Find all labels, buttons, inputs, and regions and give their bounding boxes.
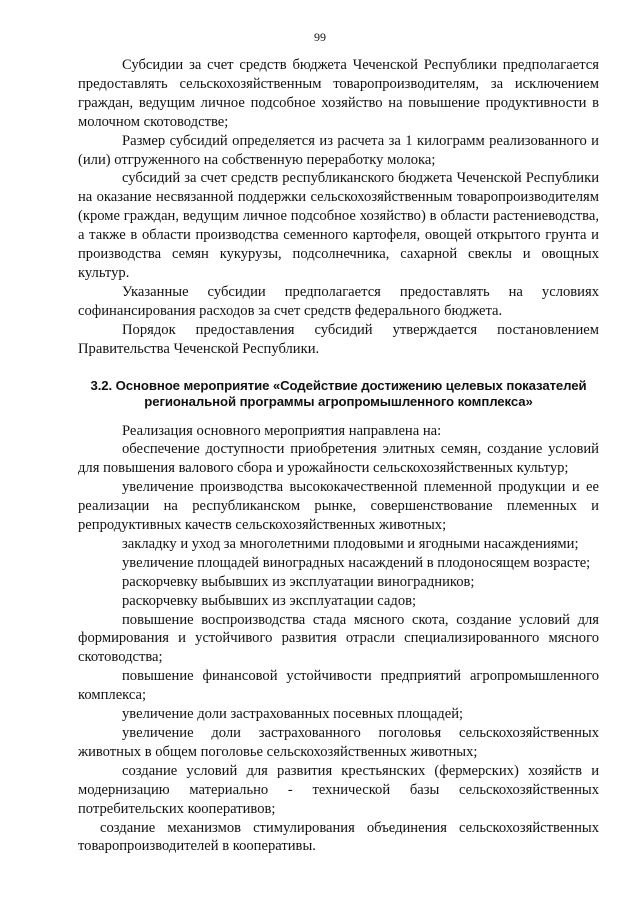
list-item: создание условий для развития крестьянских (фермерских) хозяйств и модернизацию материально - технической базы сельскохозяйственных потребительских кооперативов; bbox=[78, 762, 599, 817]
paragraph-cofinancing: Указанные субсидии предполагается предоставлять на условиях софинансирования расходов за счет средств федерального бюджета. bbox=[78, 283, 599, 319]
list-item-last: создание механизмов стимулирования объединения сельскохозяйственных товаропроизводителей в кооперативы. bbox=[78, 819, 599, 855]
list-item: обеспечение доступности приобретения элитных семян, создание условий для повышения валового сбора и урожайности сельскохозяйственных культур; bbox=[78, 441, 599, 477]
page-number: 99 bbox=[314, 30, 326, 44]
section-heading-line-1: 3.2. Основное мероприятие «Содействие достижению целевых показателей bbox=[90, 377, 587, 393]
list-item: раскорчевку выбывших из эксплуатации садов; bbox=[122, 592, 417, 609]
paragraph-subsidy-size: Размер субсидий определяется из расчета за 1 килограмм реализованного и (или) отгруженного на собственную переработку молока; bbox=[78, 132, 599, 168]
list-item: увеличение доли застрахованного поголовья сельскохозяйственных животных в общем поголовье сельскохозяйственных животных; bbox=[78, 725, 599, 760]
section-lead: Реализация основного мероприятия направлена на: bbox=[122, 422, 442, 439]
section-heading bbox=[78, 378, 599, 410]
list-item: повышение воспроизводства стада мясного скота, создание условий для формирования и устойчивого развития отрасли специализированного мясного скотоводства; bbox=[78, 611, 599, 666]
list-item: раскорчевку выбывших из эксплуатации виноградников; bbox=[122, 573, 475, 590]
list-item: увеличение площадей виноградных насаждений в плодоносящем возрасте; bbox=[122, 554, 591, 571]
list-item: повышение финансовой устойчивости предприятий агропромышленного комплекса; bbox=[78, 668, 599, 704]
list-item: увеличение производства высококачественной племенной продукции и ее реализации на республиканском рынке, совершенствование племенных и репродуктивных качеств сельскохозяйственных животных; bbox=[78, 479, 599, 534]
paragraph-subsidy-crops: субсидий за счет средств республиканского бюджета Чеченской Республики на оказание несвязанной поддержки сельскохозяйственным товаропроизводителям (кроме граждан, ведущим личное подсобное хозяйство) в области растениеводства, а также в области производства семенного картофеля, овощей открытого грунта и производства семян кукурузы, подсолнечника, сахарной свеклы и овощных культур. bbox=[78, 170, 599, 281]
page-body bbox=[78, 56, 599, 856]
paragraph-subsidy-budget: Субсидии за счет средств бюджета Чеченской Республики предполагается предоставлять сельскохозяйственным товаропроизводителям, за исключением граждан, ведущим личное подсобное хозяйство на повышение продуктивности в молочном скотоводстве; bbox=[78, 57, 599, 130]
list-item: увеличение доли застрахованных посевных площадей; bbox=[122, 706, 464, 723]
paragraph-procedure: Порядок предоставления субсидий утверждается постановлением Правительства Чеченской Республики. bbox=[78, 321, 599, 357]
section-heading-line-2: региональной программы агропромышленного комплекса» bbox=[144, 393, 533, 409]
list-item: закладку и уход за многолетними плодовыми и ягодными насаждениями; bbox=[122, 535, 579, 552]
